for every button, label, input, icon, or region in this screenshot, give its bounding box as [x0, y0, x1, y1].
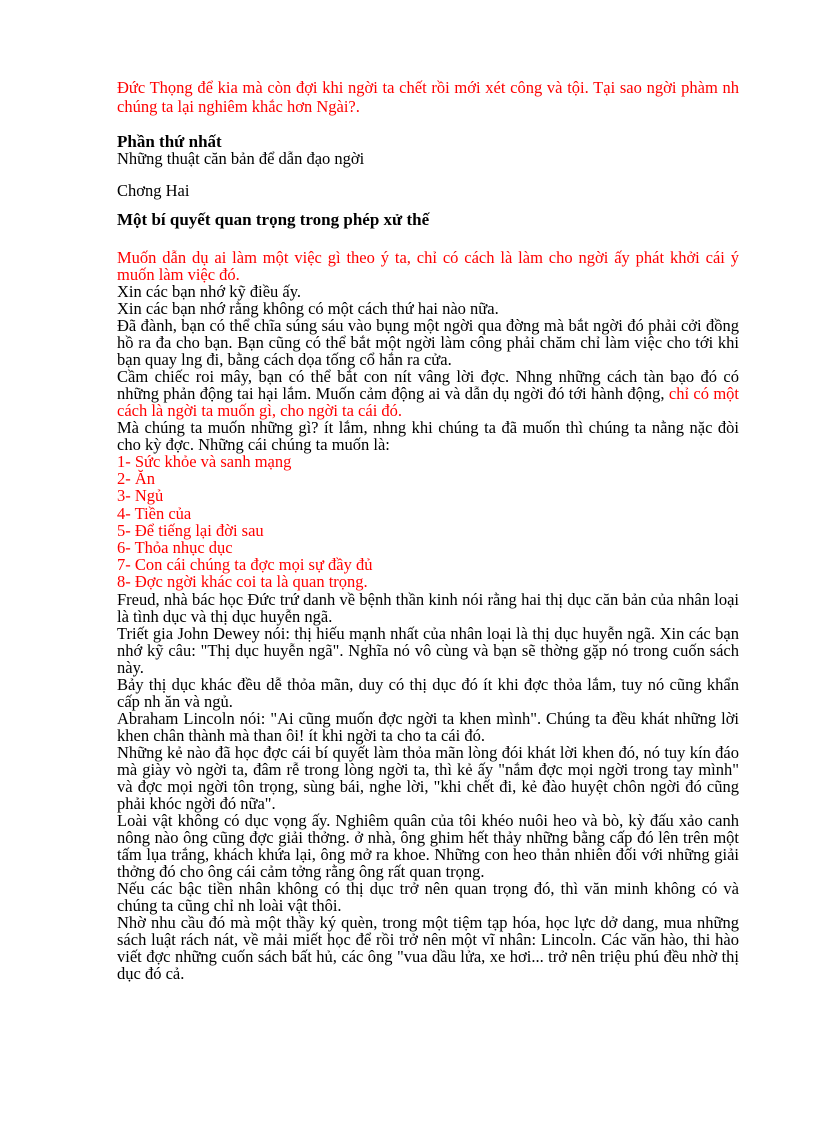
paragraph-4: Đã đành, bạn có thể chĩa súng sáu vào bụng một ngời qua đờng mà bắt ngời đó phải cởi đồng hồ ra đa cho bạn. Bạn cũng có thể bắt một ngời làm công phải chăm chỉ làm việc cho tới khi bạn quay lng đi, bằng cách dọa tống cổ hắn ra cửa.: [117, 316, 739, 369]
list-item: 7- Con cái chúng ta đợc mọi sự đầy đủ: [117, 555, 373, 575]
intro-paragraph: Đức Thọng để kia mà còn đợi khi ngời ta chết rồi mới xét công và tội. Tại sao ngời phàm nh chúng ta lại nghiêm khắc hơn Ngài?.: [117, 78, 739, 116]
list-item: 6- Thỏa nhục dục: [117, 538, 233, 558]
page-content: [117, 78, 739, 982]
paragraph-1: Muốn dẫn dụ ai làm một việc gì theo ý ta, chỉ có cách là làm cho ngời ấy phát khởi cái ý muốn làm việc đó.: [117, 248, 739, 284]
paragraph-5-highlight: chỉ có một cách là ngời ta muốn gì, cho ngời ta cái đó.: [117, 384, 739, 420]
paragraph-5: [117, 368, 739, 419]
paragraph-3: Xin các bạn nhớ rằng không có một cách thứ hai nào nữa.: [117, 299, 499, 318]
paragraph-6: Mà chúng ta muốn những gì? ít lắm, nhng khi chúng ta đã muốn thì chúng ta nằng nặc đòi cho kỳ đợc. Những cái chúng ta muốn là:: [117, 418, 739, 454]
list-item: 3- Ngủ: [117, 486, 164, 506]
list-item: 2- Ăn: [117, 469, 156, 489]
part-subtitle: Những thuật căn bản để dẫn đạo ngời: [117, 149, 365, 168]
part-title: Phần thứ nhất: [117, 132, 222, 151]
desire-list: [117, 453, 739, 591]
paragraph-10: Abraham Lincoln nói: "Ai cũng muốn đợc ngời ta khen mình". Chúng ta đều khát những lời khen chân thành mà than ôi! ít khi ngời ta cho ta cái đó.: [117, 708, 739, 745]
chapter-label: Chơng Hai: [117, 181, 190, 200]
list-item: 5- Để tiếng lại đời sau: [117, 520, 264, 540]
list-item: 4- Tiền của: [117, 503, 192, 523]
list-item: 1- Sức khỏe và sanh mạng: [117, 452, 292, 471]
chapter-title: Một bí quyết quan trọng trong phép xử thế: [117, 210, 430, 229]
paragraph-7: Freud, nhà bác học Đức trứ danh về bệnh thần kinh nói rằng hai thị dục căn bản của nhân loại là tình dục và thị dục huyễn ngã.: [117, 589, 739, 626]
paragraph-8: Triết gia John Dewey nói: thị hiếu mạnh nhất của nhân loại là thị dục huyễn ngã. Xin các bạn nhớ kỹ câu: "Thị dục huyễn ngã". Nghĩa nó vô cùng và bạn sẽ thờng gặp nó trong cuốn sách này.: [117, 623, 739, 677]
list-item: 8- Đợc ngời khác coi ta là quan trọng.: [117, 572, 368, 592]
paragraph-9: Bảy thị dục khác đều dễ thỏa mãn, duy có thị dục đó ít khi đợc thỏa lắm, tuy nó cũng khẩn cấp nh ăn và ngủ.: [117, 674, 739, 711]
paragraph-12: Loài vật không có dục vọng ấy. Nghiêm quân của tôi khéo nuôi heo và bò, kỳ đấu xảo canh nông nào ông cũng đợc giải thởng. ở nhà, ông ghim hết thảy những bằng cấp đó lên trên một tấm lụa trắng, khách khứa lại, ông mở ra khoe. Những con heo thản nhiên đối với những giải thởng đó cho ông cái cảm tởng rằng ông rất quan trọng.: [117, 810, 739, 881]
paragraph-11: Những kẻ nào đã học đợc cái bí quyết làm thỏa mãn lòng đói khát lời khen đó, nó tuy kín đáo mà giày vò ngời ta, đâm rễ trong lòng ngời ta, thì kẻ ấy "nắm đợc mọi ngời trong tay mình" và đợc mọi ngời tôn trọng, sùng bái, nghe lời, "khi chết đi, kẻ đào huyệt chôn ngời đó cũng phải khóc ngời đó nữa".: [117, 742, 739, 813]
paragraph-5-text: Cầm chiếc roi mây, bạn có thể bắt con nít vâng lời đợc. Nhng những cách tàn bạo đó có những phản động tai hại lắm. Muốn cảm động ai và dẫn dụ ngời đó tới hành động,: [117, 367, 739, 403]
paragraph-13: Nếu các bậc tiền nhân không có thị dục trở nên quan trọng đó, thì văn minh không có và chúng ta cũng chỉ nh loài vật thôi.: [117, 878, 739, 915]
paragraph-2: Xin các bạn nhớ kỹ điều ấy.: [117, 282, 302, 301]
paragraph-14: Nhờ nhu cầu đó mà một thầy ký quèn, trong một tiệm tạp hóa, học lực dở dang, mua những sách luật rách nát, về mải miết học để rồi trở nên một vĩ nhân: Lincoln. Các văn hào, thi hào viết đợc những cuốn sách bất hủ, các ông "vua dầu lửa, xe hơi... trở nên triệu phú đều nhờ thị dục đó cả.: [117, 912, 739, 983]
